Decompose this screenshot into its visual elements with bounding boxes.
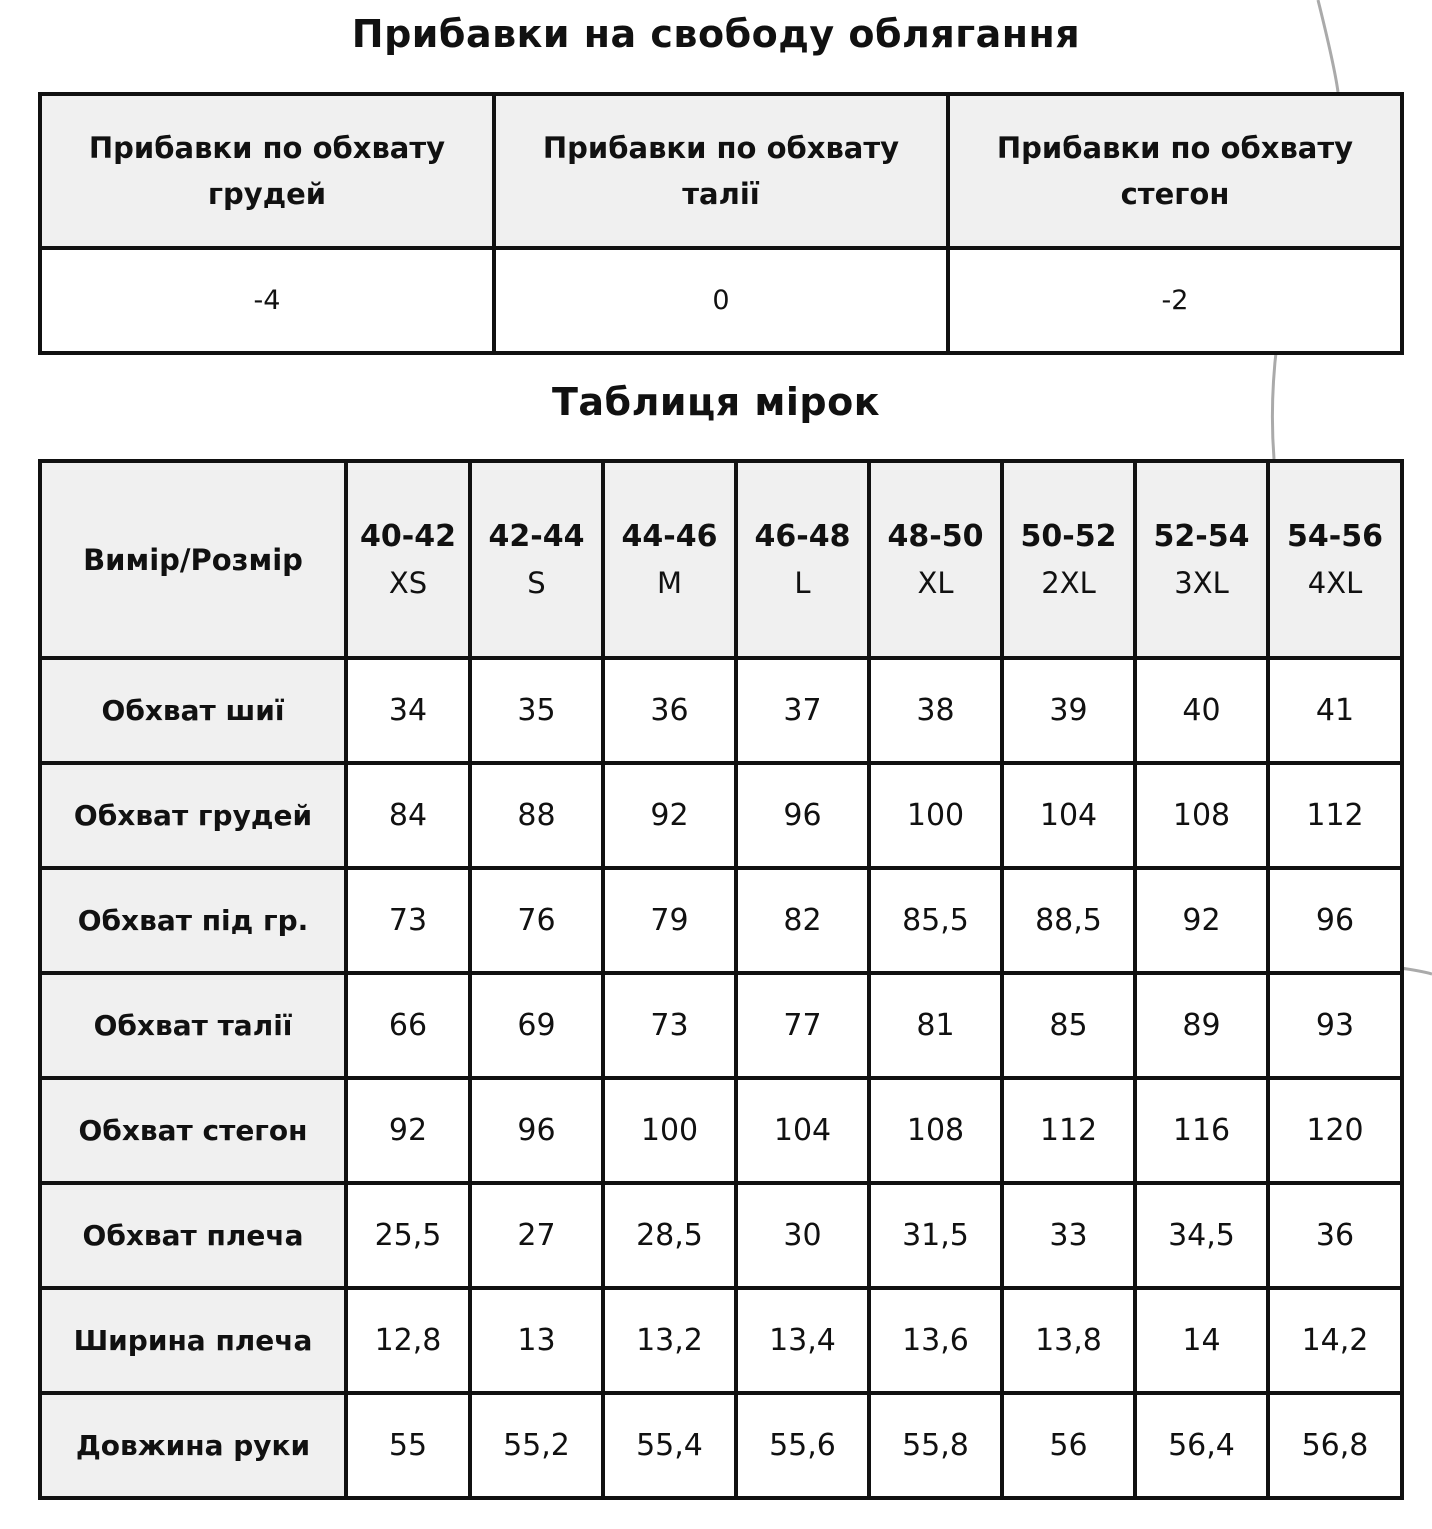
size-letter: M bbox=[656, 565, 683, 600]
size-range: 52-54 bbox=[1153, 518, 1250, 554]
table-cell: 28,5 bbox=[603, 1183, 736, 1288]
ease-header-hips: Прибавки по обхвату стегон bbox=[948, 94, 1402, 248]
table-cell: 100 bbox=[869, 763, 1002, 868]
ease-header-bust: Прибавки по обхвату грудей bbox=[40, 94, 494, 248]
size-header bbox=[1002, 461, 1135, 658]
row-label: Обхват шиї bbox=[40, 658, 346, 763]
table-cell: 112 bbox=[1268, 763, 1402, 868]
corner-label: Вимір/Розмір bbox=[40, 461, 346, 658]
size-letter: XS bbox=[388, 565, 428, 600]
size-letter: S bbox=[527, 565, 546, 600]
table-cell: 37 bbox=[736, 658, 869, 763]
table-cell: 41 bbox=[1268, 658, 1402, 763]
table-row bbox=[40, 763, 1402, 868]
table-cell: 82 bbox=[736, 868, 869, 973]
size-table-title: Таблиця мірок bbox=[551, 380, 881, 424]
size-letter: 3XL bbox=[1174, 565, 1229, 600]
ease-table bbox=[38, 92, 1404, 355]
size-letter: 4XL bbox=[1307, 565, 1363, 600]
table-cell: 73 bbox=[603, 973, 736, 1078]
size-header bbox=[346, 461, 470, 658]
table-cell: 96 bbox=[1268, 868, 1402, 973]
size-header bbox=[1135, 461, 1268, 658]
table-row bbox=[40, 1078, 1402, 1183]
table-row bbox=[40, 973, 1402, 1078]
table-cell: 13,8 bbox=[1002, 1288, 1135, 1393]
table-cell: 66 bbox=[346, 973, 470, 1078]
size-range: 54-56 bbox=[1287, 518, 1383, 554]
table-cell: 85,5 bbox=[869, 868, 1002, 973]
table-cell: 40 bbox=[1135, 658, 1268, 763]
table-cell: 108 bbox=[1135, 763, 1268, 868]
ease-value-hips: -2 bbox=[948, 248, 1402, 353]
table-cell: 85 bbox=[1002, 973, 1135, 1078]
size-header-row bbox=[40, 461, 1402, 658]
ease-title: Прибавки на свободу облягання bbox=[351, 12, 1081, 56]
table-cell: 79 bbox=[603, 868, 736, 973]
table-cell: 55,6 bbox=[736, 1393, 869, 1498]
table-cell: 77 bbox=[736, 973, 869, 1078]
row-label: Обхват грудей bbox=[40, 763, 346, 868]
row-label: Обхват під гр. bbox=[40, 868, 346, 973]
size-range: 50-52 bbox=[1020, 518, 1117, 554]
table-cell: 31,5 bbox=[869, 1183, 1002, 1288]
ease-value-waist: 0 bbox=[494, 248, 948, 353]
table-row bbox=[40, 658, 1402, 763]
table-cell: 92 bbox=[603, 763, 736, 868]
table-cell: 100 bbox=[603, 1078, 736, 1183]
size-header bbox=[470, 461, 603, 658]
size-range: 42-44 bbox=[488, 518, 585, 554]
ease-value-bust: -4 bbox=[40, 248, 494, 353]
table-cell: 33 bbox=[1002, 1183, 1135, 1288]
table-cell: 36 bbox=[1268, 1183, 1402, 1288]
table-cell: 56 bbox=[1002, 1393, 1135, 1498]
size-letter: 2XL bbox=[1041, 565, 1096, 600]
size-header bbox=[603, 461, 736, 658]
table-cell: 27 bbox=[470, 1183, 603, 1288]
table-cell: 56,8 bbox=[1268, 1393, 1402, 1498]
table-cell: 88,5 bbox=[1002, 868, 1135, 973]
row-label: Ширина плеча bbox=[40, 1288, 346, 1393]
table-cell: 81 bbox=[869, 973, 1002, 1078]
table-cell: 120 bbox=[1268, 1078, 1402, 1183]
row-label: Обхват стегон bbox=[40, 1078, 346, 1183]
table-cell: 14 bbox=[1135, 1288, 1268, 1393]
size-range: 48-50 bbox=[887, 518, 984, 554]
table-row bbox=[40, 1183, 1402, 1288]
table-cell: 55 bbox=[346, 1393, 470, 1498]
size-table bbox=[38, 459, 1404, 1500]
row-label: Обхват плеча bbox=[40, 1183, 346, 1288]
table-cell: 89 bbox=[1135, 973, 1268, 1078]
table-cell: 96 bbox=[736, 763, 869, 868]
size-letter: L bbox=[794, 565, 811, 600]
table-cell: 13,6 bbox=[869, 1288, 1002, 1393]
table-cell: 34 bbox=[346, 658, 470, 763]
table-cell: 38 bbox=[869, 658, 1002, 763]
table-cell: 69 bbox=[470, 973, 603, 1078]
table-cell: 13,4 bbox=[736, 1288, 869, 1393]
table-cell: 108 bbox=[869, 1078, 1002, 1183]
table-cell: 92 bbox=[1135, 868, 1268, 973]
ease-header-row bbox=[40, 94, 1402, 248]
table-row bbox=[40, 1393, 1402, 1498]
table-cell: 112 bbox=[1002, 1078, 1135, 1183]
table-row bbox=[40, 868, 1402, 973]
table-cell: 104 bbox=[736, 1078, 869, 1183]
table-cell: 34,5 bbox=[1135, 1183, 1268, 1288]
table-cell: 14,2 bbox=[1268, 1288, 1402, 1393]
table-cell: 88 bbox=[470, 763, 603, 868]
table-cell: 56,4 bbox=[1135, 1393, 1268, 1498]
table-cell: 55,8 bbox=[869, 1393, 1002, 1498]
table-row bbox=[40, 1288, 1402, 1393]
table-cell: 39 bbox=[1002, 658, 1135, 763]
ease-values-row bbox=[40, 248, 1402, 353]
ease-header-waist: Прибавки по обхвату талії bbox=[494, 94, 948, 248]
table-cell: 116 bbox=[1135, 1078, 1268, 1183]
table-cell: 93 bbox=[1268, 973, 1402, 1078]
table-cell: 13,2 bbox=[603, 1288, 736, 1393]
table-cell: 104 bbox=[1002, 763, 1135, 868]
table-cell: 76 bbox=[470, 868, 603, 973]
table-cell: 25,5 bbox=[346, 1183, 470, 1288]
table-cell: 84 bbox=[346, 763, 470, 868]
size-range: 40-42 bbox=[360, 518, 456, 554]
size-range: 44-46 bbox=[621, 518, 718, 554]
size-header bbox=[736, 461, 869, 658]
row-label: Обхват талії bbox=[40, 973, 346, 1078]
size-letter: XL bbox=[917, 565, 954, 600]
table-cell: 73 bbox=[346, 868, 470, 973]
row-label: Довжина руки bbox=[40, 1393, 346, 1498]
table-cell: 35 bbox=[470, 658, 603, 763]
size-header bbox=[1268, 461, 1402, 658]
table-cell: 55,4 bbox=[603, 1393, 736, 1498]
table-cell: 96 bbox=[470, 1078, 603, 1183]
table-cell: 13 bbox=[470, 1288, 603, 1393]
size-header bbox=[869, 461, 1002, 658]
table-cell: 36 bbox=[603, 658, 736, 763]
table-cell: 55,2 bbox=[470, 1393, 603, 1498]
size-range: 46-48 bbox=[754, 518, 851, 554]
table-cell: 12,8 bbox=[346, 1288, 470, 1393]
table-cell: 30 bbox=[736, 1183, 869, 1288]
table-cell: 92 bbox=[346, 1078, 470, 1183]
